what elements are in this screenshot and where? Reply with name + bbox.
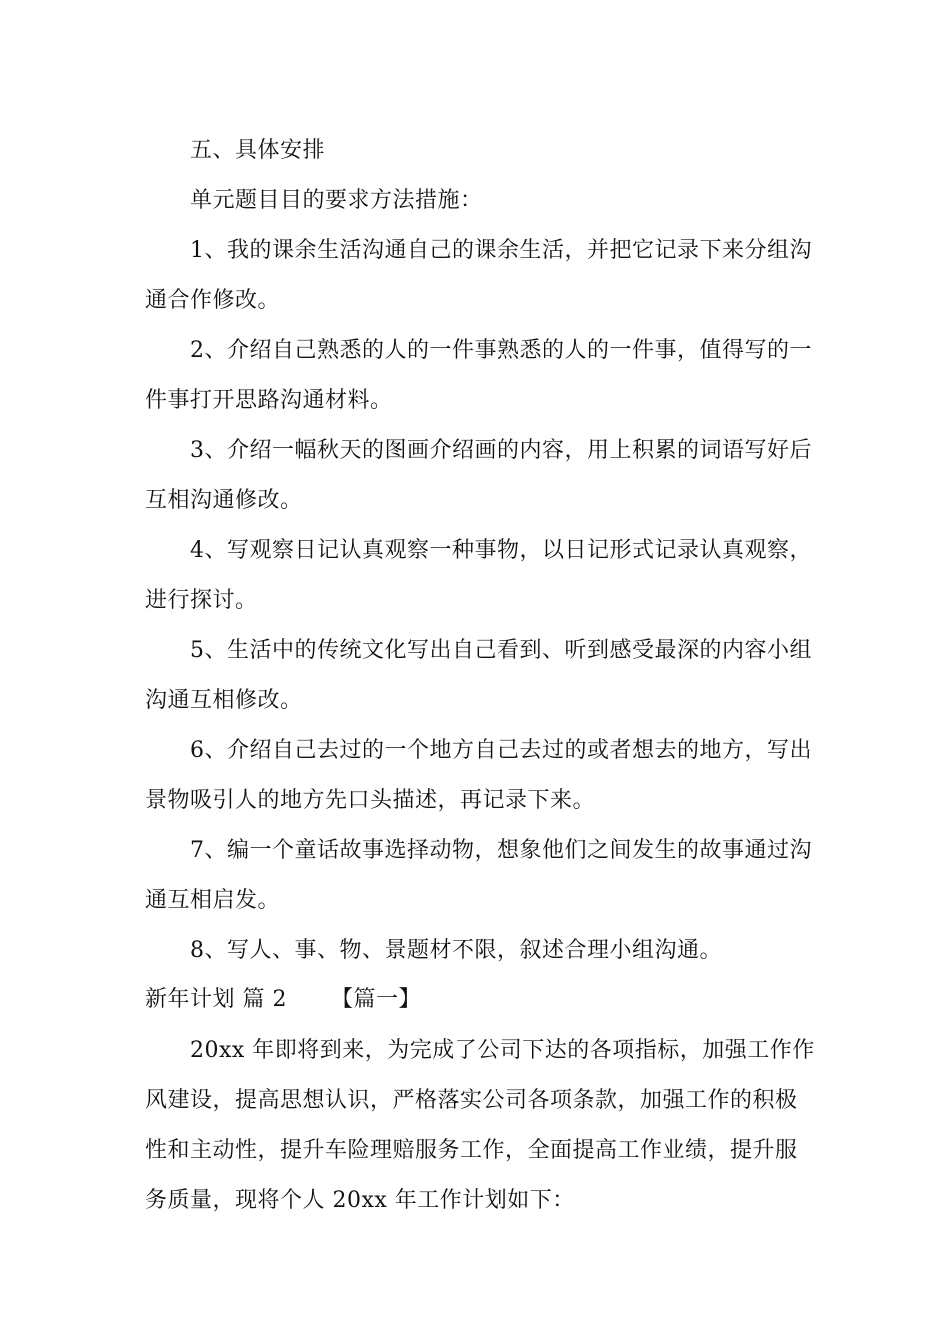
list-item-1-line-1: 1、我的课余生活沟通自己的课余生活，并把它记录下来分组沟 <box>190 238 812 263</box>
list-item-7-line-2: 通互相启发。 <box>145 888 281 913</box>
paragraph-line-3: 性和主动性，提升车险理赔服务工作，全面提高工作业绩，提升服 <box>145 1138 798 1163</box>
section-heading-2-title: 新年计划 篇 2 <box>145 987 287 1012</box>
intro-line: 单元题目目的要求方法措施： <box>190 188 483 213</box>
list-item-6-line-2: 景物吸引人的地方先口头描述，再记录下来。 <box>145 788 596 813</box>
section-heading: 五、具体安排 <box>190 138 326 163</box>
list-item-4-line-1: 4、写观察日记认真观察一种事物，以日记形式记录认真观察， <box>190 538 812 563</box>
list-item-1-line-2: 通合作修改。 <box>145 288 281 313</box>
paragraph-line-2: 风建设，提高思想认识，严格落实公司各项条款，加强工作的积极 <box>145 1088 798 1113</box>
list-item-8-line-1: 8、写人、事、物、景题材不限，叙述合理小组沟通。 <box>190 938 722 963</box>
list-item-7-line-1: 7、编一个童话故事选择动物，想象他们之间发生的故事通过沟 <box>190 838 812 863</box>
list-item-3-line-2: 互相沟通修改。 <box>145 488 303 513</box>
section-heading-2 <box>145 985 421 1015</box>
list-item-6-line-1: 6、介绍自己去过的一个地方自己去过的或者想去的地方，写出 <box>190 738 812 763</box>
paragraph-line-1: 20xx 年即将到来，为完成了公司下达的各项指标，加强工作作 <box>190 1038 815 1063</box>
paragraph-line-4: 务质量，现将个人 20xx 年工作计划如下： <box>145 1188 575 1213</box>
list-item-4-line-2: 进行探讨。 <box>145 588 258 613</box>
section-heading-2-tag: 【篇一】 <box>330 987 421 1012</box>
list-item-5-line-2: 沟通互相修改。 <box>145 688 303 713</box>
list-item-2-line-1: 2、介绍自己熟悉的人的一件事熟悉的人的一件事，值得写的一 <box>190 338 812 363</box>
list-item-2-line-2: 件事打开思路沟通材料。 <box>145 388 393 413</box>
list-item-5-line-1: 5、生活中的传统文化写出自己看到、听到感受最深的内容小组 <box>190 638 812 663</box>
list-item-3-line-1: 3、介绍一幅秋天的图画介绍画的内容，用上积累的词语写好后 <box>190 438 812 463</box>
